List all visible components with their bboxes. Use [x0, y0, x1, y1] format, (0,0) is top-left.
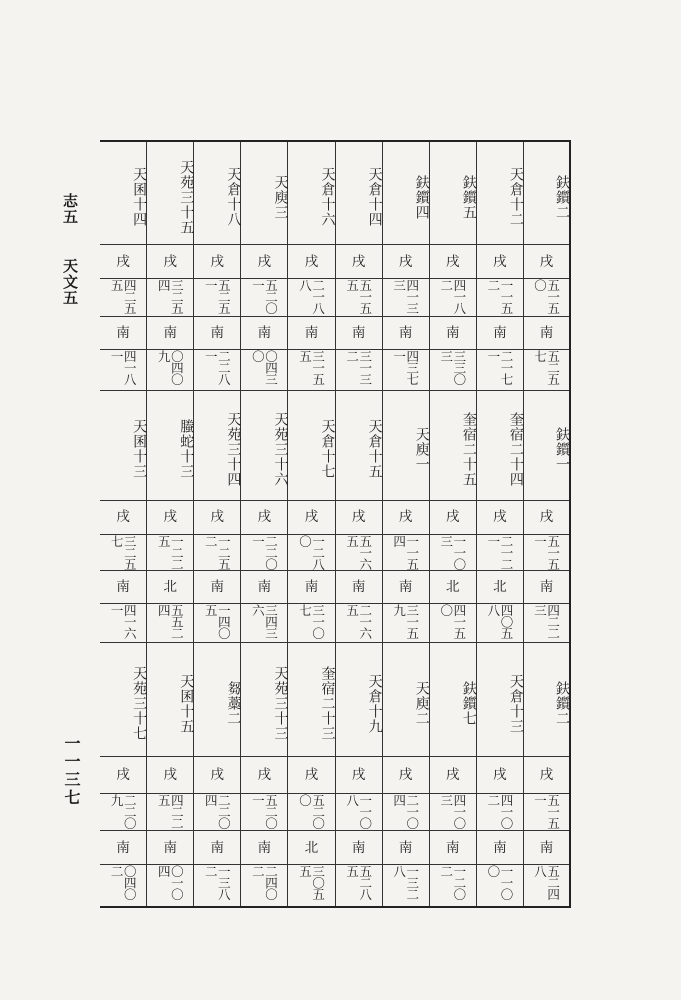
lodge-cell: 戌	[524, 501, 569, 535]
degree-cell: 一一〇〇	[485, 865, 514, 900]
degree-cell: 五二四八	[532, 865, 561, 900]
volume-label: 志五	[61, 193, 79, 225]
degree-cell: 五一五五	[336, 279, 382, 317]
direction-cell: 南	[524, 831, 569, 865]
degree-cell: 一二二五	[147, 535, 193, 571]
direction-cell: 南	[241, 831, 287, 865]
degree-cell: 二一〇四	[383, 794, 429, 831]
degree-cell: 三〇五五	[297, 865, 326, 900]
lodge-cell: 戌	[430, 501, 476, 535]
direction-cell: 南	[383, 317, 429, 350]
degree-cell: 〇四〇九	[147, 350, 193, 391]
lodge-cell: 戌	[241, 245, 287, 279]
star-name-cell: 天倉十八	[194, 142, 240, 245]
star-name-cell: 天倉十二	[477, 142, 523, 245]
lodge-cell: 戌	[336, 757, 382, 794]
star-name-cell: 鈇鑕二	[524, 643, 569, 758]
degree-cell: 五五二四	[147, 604, 193, 643]
degree-cell: 四〇五八	[477, 604, 523, 643]
table-column	[241, 142, 288, 906]
star-name-cell: 天苑三十四	[194, 391, 240, 501]
lodge-cell: 戌	[336, 501, 382, 535]
direction-cell: 北	[147, 571, 193, 604]
star-name-cell: 天倉十七	[288, 391, 334, 501]
degree-cell: 二一八八	[288, 279, 334, 317]
direction-cell: 南	[383, 831, 429, 865]
degree-cell: 五二〇〇	[288, 794, 334, 831]
star-name-cell: 天囷十三	[100, 391, 146, 501]
degree-cell: 四一八二	[430, 279, 476, 317]
degree-cell: 三一三二	[336, 350, 382, 391]
degree-cell: 一一五四	[383, 535, 429, 571]
table-column	[194, 142, 241, 906]
degree-cell: 一二五二	[194, 535, 240, 571]
star-name-cell: 鈇鑕七	[430, 643, 476, 758]
degree-cell: 一一〇三	[430, 535, 476, 571]
direction-cell: 南	[100, 571, 146, 604]
lodge-cell: 戌	[288, 757, 334, 794]
star-name-cell: 鈇鑕二	[524, 142, 569, 245]
page-number: 一一三七	[62, 735, 81, 807]
direction-cell: 南	[336, 571, 382, 604]
degree-cell: 五一六五	[336, 535, 382, 571]
lodge-cell: 戌	[383, 245, 429, 279]
star-name-cell: 天庾二	[383, 643, 429, 758]
star-name-cell: 天倉十四	[336, 142, 382, 245]
degree-cell: 三二五四	[147, 279, 193, 317]
direction-cell: 南	[336, 831, 382, 865]
degree-cell: 四一六一	[100, 604, 146, 643]
degree-cell: 四二二五	[147, 794, 193, 831]
degree-cell: 二二〇九	[100, 794, 146, 831]
lodge-cell: 戌	[524, 757, 569, 794]
star-name-cell: 鈇鑕四	[383, 142, 429, 245]
degree-cell: 五二五七	[524, 350, 569, 391]
direction-cell: 南	[477, 831, 523, 865]
direction-cell: 南	[430, 831, 476, 865]
star-name-cell: 天苑三十七	[100, 643, 146, 758]
direction-cell: 南	[147, 831, 193, 865]
star-name-cell: 鈇鑕五	[430, 142, 476, 245]
lodge-cell: 戌	[430, 757, 476, 794]
degree-cell: 四一五〇	[430, 604, 476, 643]
star-name-cell: 芻藁二	[194, 643, 240, 758]
degree-cell: 四一〇二	[477, 794, 523, 831]
degree-cell: 二一七一	[477, 350, 523, 391]
degree-cell: 二二八一	[194, 350, 240, 391]
degree-cell: 五二〇一	[241, 794, 287, 831]
star-name-cell: 天倉十三	[477, 643, 523, 758]
degree-cell: 四一三三	[383, 279, 429, 317]
degree-cell: 二一六五	[336, 604, 382, 643]
star-name-cell: 奎宿二十五	[430, 391, 476, 501]
direction-cell: 南	[383, 571, 429, 604]
direction-cell: 南	[194, 571, 240, 604]
lodge-cell: 戌	[288, 501, 334, 535]
degree-cell: 四二五五	[100, 279, 146, 317]
degree-cell: 一一五二	[477, 279, 523, 317]
star-name-cell: 螣蛇十三	[147, 391, 193, 501]
star-name-cell: 天倉十五	[336, 391, 382, 501]
degree-cell: 一三二八	[391, 865, 420, 900]
degree-cell: 五二八五	[344, 865, 373, 900]
star-name-cell: 奎宿二十三	[288, 643, 334, 758]
degree-cell: 二四〇二	[250, 865, 279, 900]
degree-cell: 一二八〇	[288, 535, 334, 571]
degree-cell: 五一五〇	[524, 279, 569, 317]
lodge-cell: 戌	[147, 501, 193, 535]
star-name-cell: 天囷十四	[100, 142, 146, 245]
degree-cell: 三一〇七	[288, 604, 334, 643]
star-name-cell: 天囷十五	[147, 643, 193, 758]
lodge-cell: 戌	[147, 757, 193, 794]
star-name-cell: 天苑三十三	[241, 643, 287, 758]
degree-cell: 四一〇三	[430, 794, 476, 831]
degree-cell: 三一五五	[288, 350, 334, 391]
degree-cell: 四三七一	[383, 350, 429, 391]
lodge-cell: 戌	[383, 501, 429, 535]
direction-cell: 北	[430, 571, 476, 604]
table-column	[288, 142, 335, 906]
table-column	[383, 142, 430, 906]
star-name-cell: 奎宿二十四	[477, 391, 523, 501]
table-column	[524, 142, 571, 906]
degree-cell: 五一五一	[524, 794, 569, 831]
table-column	[430, 142, 477, 906]
degree-cell: 四一八一	[100, 350, 146, 391]
star-coordinate-table	[100, 140, 571, 908]
direction-cell: 南	[336, 317, 382, 350]
star-name-cell: 天苑三十六	[241, 391, 287, 501]
direction-cell: 南	[477, 317, 523, 350]
table-column	[336, 142, 383, 906]
star-name-cell: 天庾三	[241, 142, 287, 245]
degree-cell: 三四三六	[241, 604, 287, 643]
lodge-cell: 戌	[524, 245, 569, 279]
lodge-cell: 戌	[100, 245, 146, 279]
lodge-cell: 戌	[194, 757, 240, 794]
degree-cell: 五二〇一	[241, 279, 287, 317]
direction-cell: 北	[288, 831, 334, 865]
lodge-cell: 戌	[241, 757, 287, 794]
lodge-cell: 戌	[336, 245, 382, 279]
direction-cell: 南	[524, 317, 569, 350]
lodge-cell: 戌	[477, 757, 523, 794]
star-name-cell: 鈇鑕一	[524, 391, 569, 501]
degree-cell: 三一五九	[383, 604, 429, 643]
table-column	[477, 142, 524, 906]
lodge-cell: 戌	[100, 501, 146, 535]
degree-cell: 一三八二	[203, 865, 232, 900]
degree-cell: 五一五一	[524, 535, 569, 571]
star-name-cell: 天苑三十五	[147, 142, 193, 245]
lodge-cell: 戌	[477, 501, 523, 535]
direction-cell: 南	[524, 571, 569, 604]
degree-cell: 五二五一	[194, 279, 240, 317]
degree-cell: 三三〇三	[430, 350, 476, 391]
degree-cell: 〇四三〇	[241, 350, 287, 391]
star-name-cell: 天倉十六	[288, 142, 334, 245]
direction-cell: 北	[477, 571, 523, 604]
direction-cell: 南	[288, 317, 334, 350]
lodge-cell: 戌	[288, 245, 334, 279]
direction-cell: 南	[194, 317, 240, 350]
degree-cell: 一二〇二	[438, 865, 467, 900]
direction-cell: 南	[241, 317, 287, 350]
lodge-cell: 戌	[194, 501, 240, 535]
lodge-cell: 戌	[383, 757, 429, 794]
lodge-cell: 戌	[147, 245, 193, 279]
direction-cell: 南	[241, 571, 287, 604]
direction-cell: 南	[288, 571, 334, 604]
degree-cell: 一四〇五	[194, 604, 240, 643]
direction-cell: 南	[147, 317, 193, 350]
degree-cell: 一一〇八	[336, 794, 382, 831]
star-name-cell: 天倉十九	[336, 643, 382, 758]
direction-cell: 南	[100, 317, 146, 350]
lodge-cell: 戌	[194, 245, 240, 279]
direction-cell: 南	[430, 317, 476, 350]
star-name-cell: 天庾一	[383, 391, 429, 501]
lodge-cell: 戌	[100, 757, 146, 794]
lodge-cell: 戌	[430, 245, 476, 279]
degree-cell: 〇四〇二	[109, 865, 138, 900]
direction-cell: 南	[100, 831, 146, 865]
section-label: 天文五	[61, 258, 79, 306]
degree-cell: 二二〇一	[241, 535, 287, 571]
degree-cell: 〇一〇四	[156, 865, 185, 900]
direction-cell: 南	[194, 831, 240, 865]
degree-cell: 二一二一	[477, 535, 523, 571]
degree-cell: 二二〇四	[194, 794, 240, 831]
table-column	[100, 142, 147, 906]
lodge-cell: 戌	[477, 245, 523, 279]
table-column	[147, 142, 194, 906]
degree-cell: 四二二三	[524, 604, 569, 643]
degree-cell: 三二五七	[100, 535, 146, 571]
lodge-cell: 戌	[241, 501, 287, 535]
